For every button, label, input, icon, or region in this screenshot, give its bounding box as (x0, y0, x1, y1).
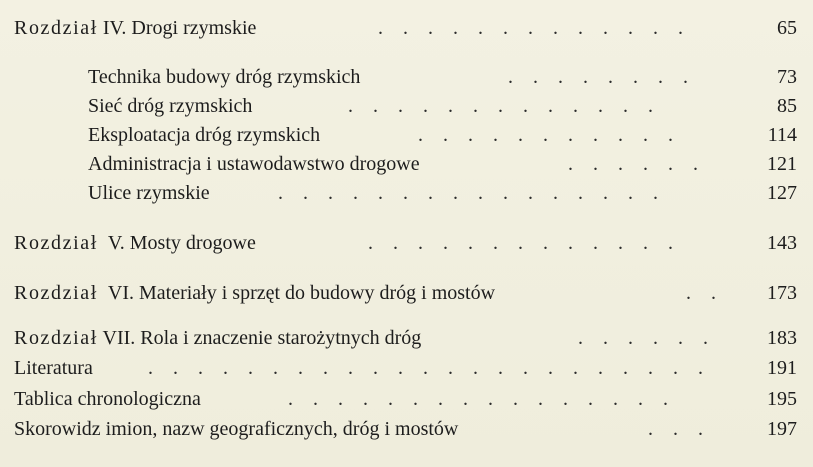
toc-entry-index (0, 414, 813, 444)
dot-leader: . . . . . . (578, 327, 708, 349)
toc-entry-section (0, 149, 813, 179)
chapter-label: Rozdział (14, 17, 98, 39)
dot-leader: . . . . . . . . . . . . . . . . . . . . . . . (148, 357, 703, 379)
toc-entry-chapter-4 (0, 13, 813, 43)
chapter-label: Rozdział (14, 282, 98, 304)
toc-entry-chapter-6 (0, 278, 813, 308)
toc-page-number: 195 (767, 388, 797, 410)
toc-entry-title: Tablica chronologiczna (14, 388, 201, 410)
toc-entry-title: Administracja i ustawodawstwo drogowe (88, 153, 420, 175)
toc-page-number: 121 (767, 153, 797, 175)
toc-entry-title: Eksploatacja dróg rzymskich (88, 124, 321, 146)
toc-page-number: 191 (767, 357, 797, 379)
toc-entry-chapter-5 (0, 228, 813, 258)
toc-entry-section (0, 120, 813, 150)
toc-entry-title: Skorowidz imion, nazw geograficznych, dróg i mostów (14, 418, 459, 440)
toc-page-number: 183 (767, 327, 797, 349)
toc-entry-chronology (0, 384, 813, 414)
chapter-title: V. Mosty drogowe (107, 232, 256, 254)
dot-leader: . . . . . . . . . . . . . (368, 232, 673, 254)
toc-page-number: 173 (767, 282, 797, 304)
toc-entry-section (0, 91, 813, 121)
toc-page-number: 114 (767, 124, 797, 146)
toc-entry-title: Ulice rzymskie (88, 182, 210, 204)
toc-page-number: 73 (777, 66, 797, 88)
toc-entry-literature (0, 353, 813, 383)
chapter-title: VI. Materiały i sprzęt do budowy dróg i mostów (107, 282, 496, 304)
toc-entry-title (14, 228, 256, 258)
toc-entry-title (14, 323, 421, 353)
toc-entry-title: Sieć dróg rzymskich (88, 95, 253, 117)
dot-leader: . . . . . . . . . . . (418, 124, 673, 146)
dot-leader: . . (686, 282, 716, 304)
toc-entry-section (0, 178, 813, 208)
toc-entry-title (14, 278, 495, 308)
chapter-title: VII. Rola i znaczenie starożytnych dróg (102, 327, 422, 349)
dot-leader: . . . (648, 418, 703, 440)
toc-page-number: 197 (767, 418, 797, 440)
toc-page-number: 143 (767, 232, 797, 254)
toc-entry-title: Literatura (14, 357, 93, 379)
dot-leader: . . . . . . . . . . . . . (348, 95, 653, 117)
toc-entry-chapter-7 (0, 323, 813, 353)
toc-page-number: 85 (777, 95, 797, 117)
dot-leader: . . . . . . . . . . . . . . . . (288, 388, 668, 410)
toc-entry-section (0, 62, 813, 92)
toc-page-number: 127 (767, 182, 797, 204)
dot-leader: . . . . . . . . . . . . . . . . (278, 182, 658, 204)
chapter-label: Rozdział (14, 327, 98, 349)
toc-entry-title (14, 13, 256, 43)
dot-leader: . . . . . . . . (508, 66, 688, 88)
chapter-title: IV. Drogi rzymskie (102, 17, 257, 39)
toc-entry-title: Technika budowy dróg rzymskich (88, 66, 361, 88)
chapter-label: Rozdział (14, 232, 98, 254)
dot-leader: . . . . . . . . . . . . . (378, 17, 683, 39)
toc-page-number: 65 (777, 17, 797, 39)
dot-leader: . . . . . . (568, 153, 698, 175)
